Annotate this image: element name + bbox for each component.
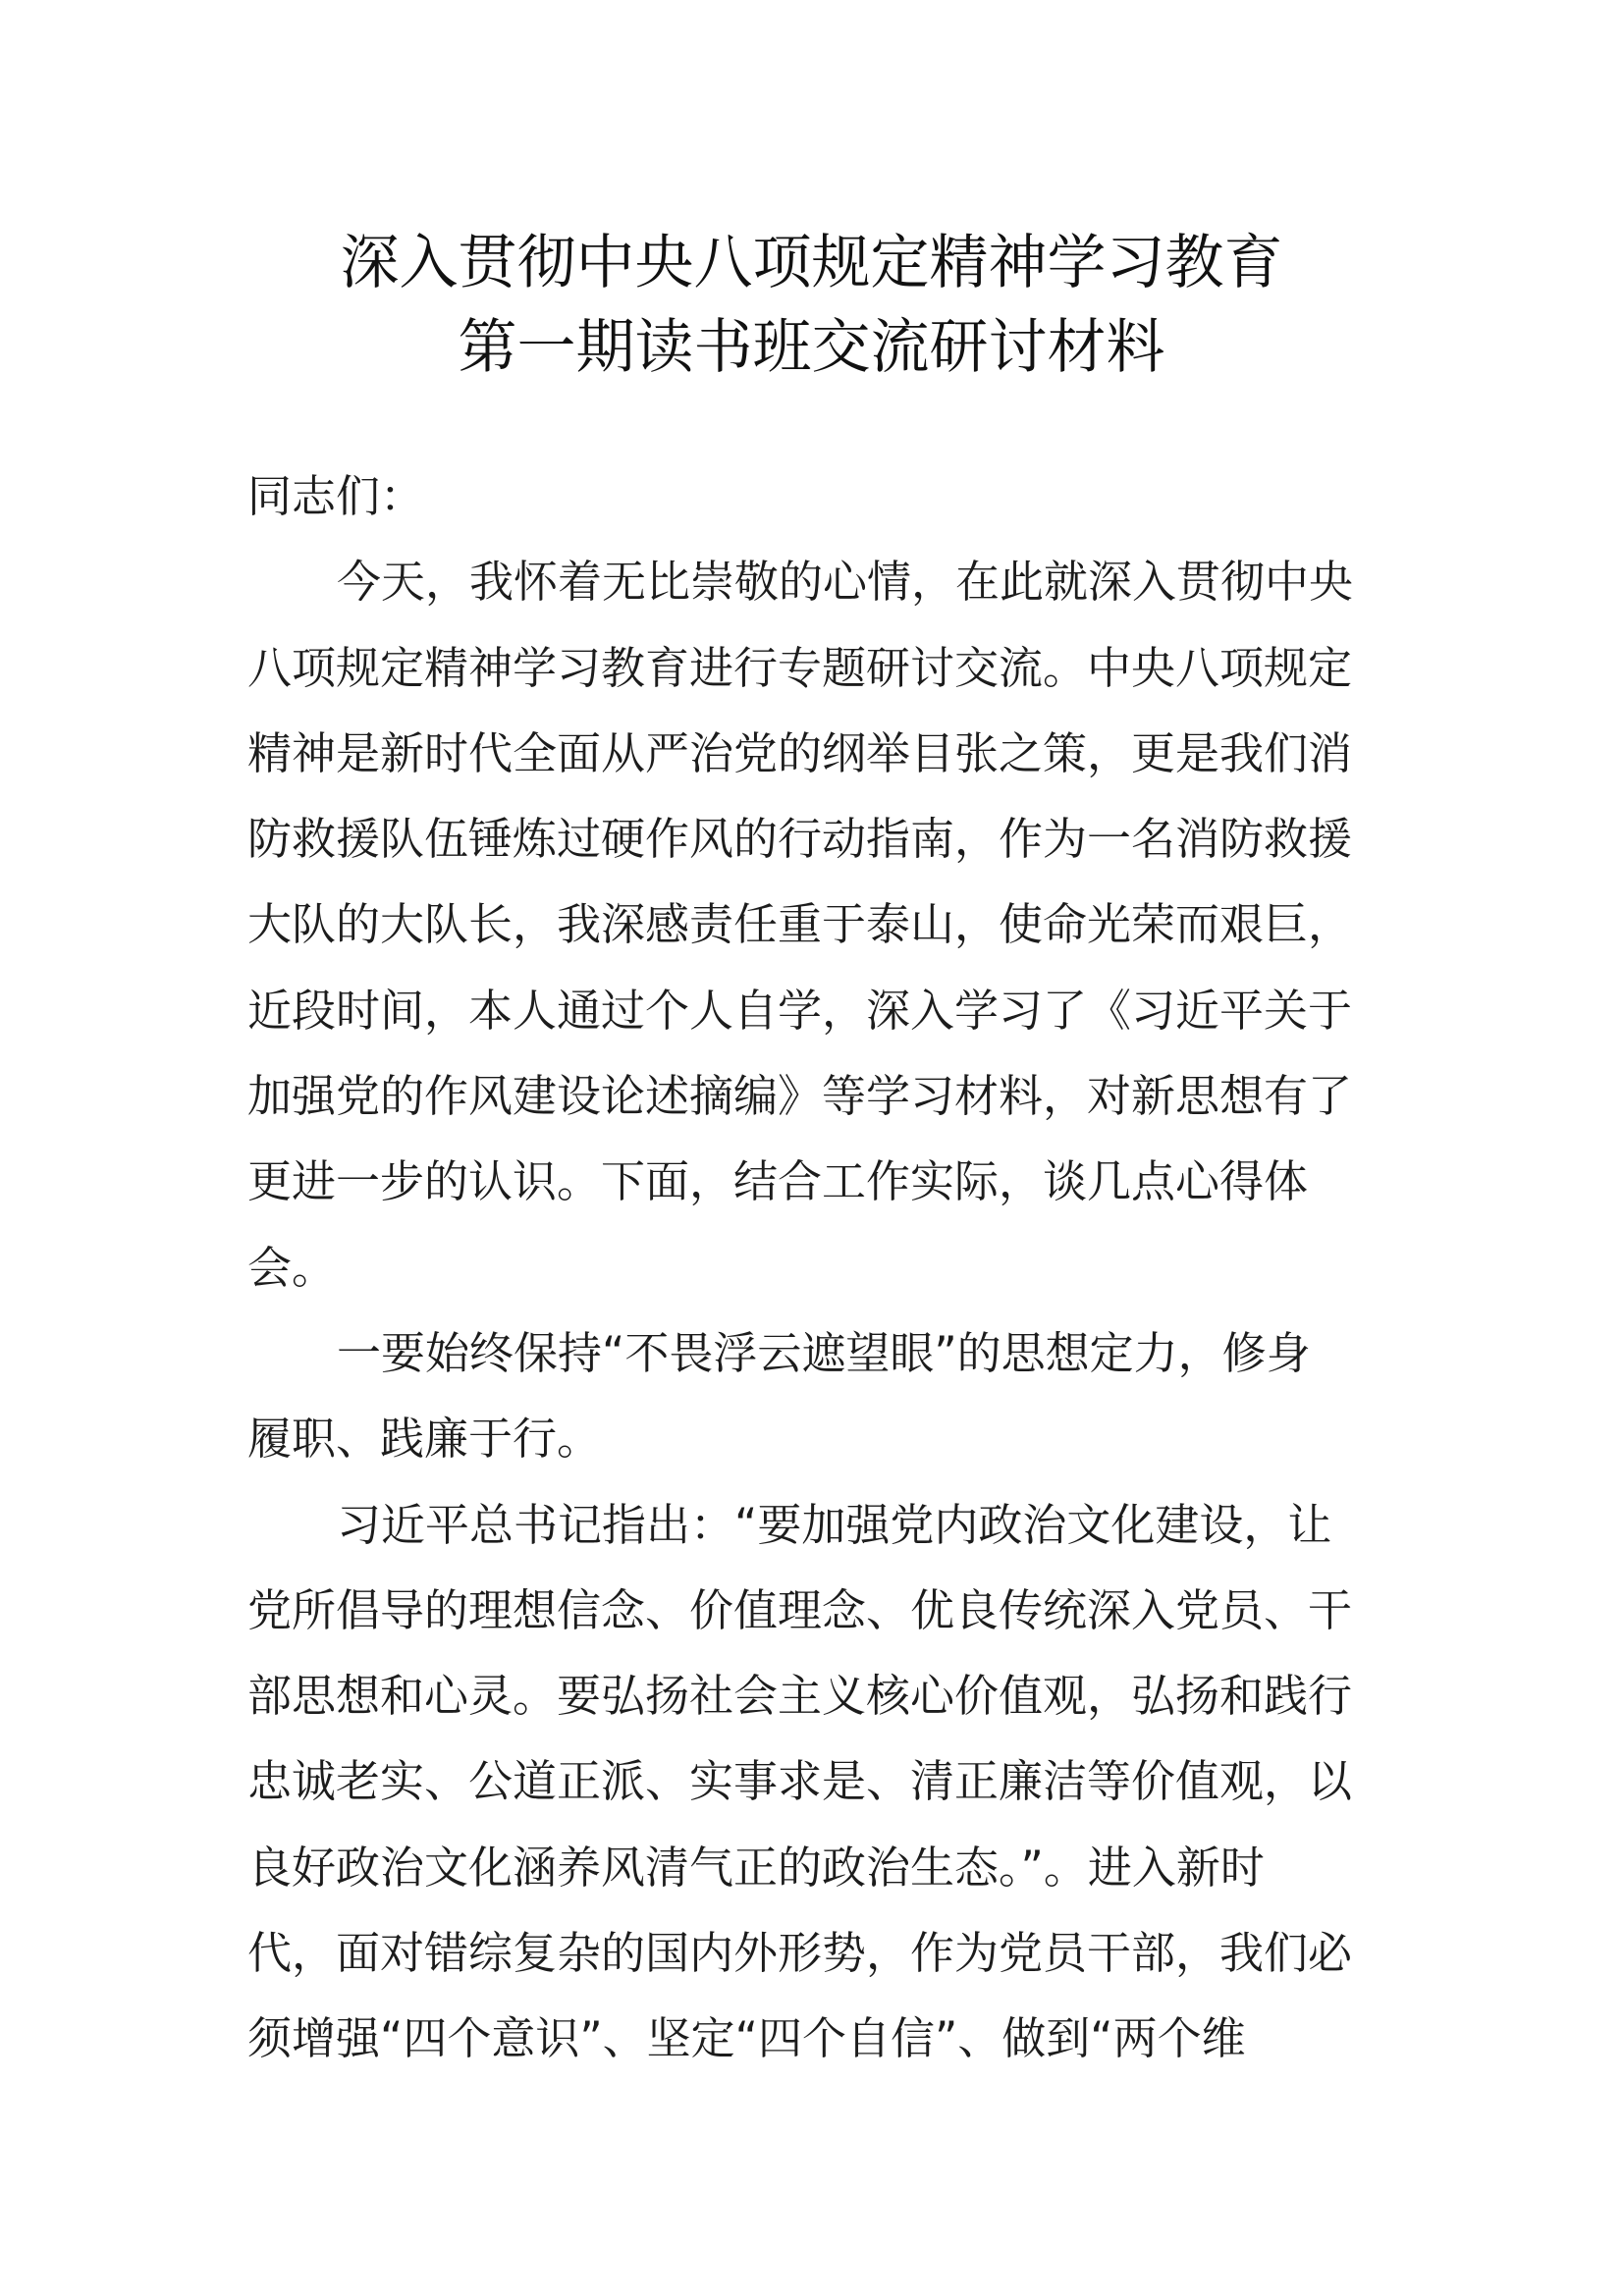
body-line: 加强党的作风建设论述摘编》等学习材料，对新思想有了: [247, 1070, 1353, 1123]
body-line: 今天，我怀着无比崇敬的心情，在此就深入贯彻中央: [337, 556, 1354, 609]
body-line: 更进一步的认识。下面，结合工作实际，谈几点心得体: [247, 1155, 1309, 1208]
body-line: 会。: [247, 1241, 337, 1294]
body-line: 近段时间，本人通过个人自学，深入学习了《习近平关于: [247, 984, 1353, 1037]
section-heading-line: 履职、践廉于行。: [247, 1413, 602, 1466]
document-body: [247, 454, 1373, 2082]
document-title-line-1: 深入贯彻中央八项规定精神学习教育: [340, 229, 1283, 297]
body-line: 党所倡导的理想信念、价值理念、优良传统深入党员、干: [247, 1583, 1353, 1636]
body-line: 八项规定精神学习教育进行专题研讨交流。中央八项规定: [247, 641, 1353, 694]
body-line: 忠诚老实、公道正派、实事求是、清正廉洁等价值观，以: [247, 1755, 1353, 1808]
body-line: 良好政治文化涵养风清气正的政治生态。”。进入新时: [247, 1841, 1265, 1894]
body-line: 大队的大队长，我深感责任重于泰山，使命光荣而艰巨，: [247, 898, 1353, 951]
section-heading-line: 一要始终保持“不畏浮云遮望眼”的思想定力，修身: [337, 1326, 1311, 1379]
document-title-line-2: 第一期读书班交流研讨材料: [458, 313, 1165, 382]
body-line: 代，面对错综复杂的国内外形势，作为党员干部，我们必: [247, 1927, 1353, 1980]
body-line: 防救援队伍锤炼过硬作风的行动指南，作为一名消防救援: [247, 813, 1353, 866]
body-line: 精神是新时代全面从严治党的纲举目张之策，更是我们消: [247, 726, 1353, 779]
salutation: 同志们：: [247, 470, 425, 522]
body-line: 须增强“四个意识”、坚定“四个自信”、做到“两个维: [247, 2012, 1246, 2065]
body-line: 习近平总书记指出：“要加强党内政治文化建设，让: [337, 1498, 1332, 1551]
body-line: 部思想和心灵。要弘扬社会主义核心价值观，弘扬和践行: [247, 1670, 1353, 1723]
